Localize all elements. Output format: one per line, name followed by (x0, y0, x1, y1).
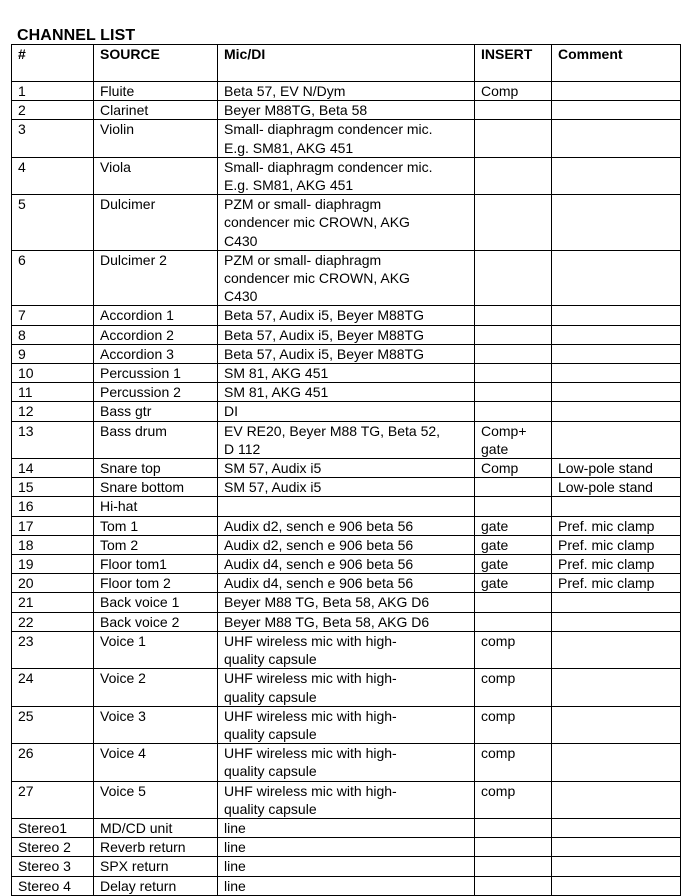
cell-mic-di: UHF wireless mic with high- quality capsule (218, 631, 475, 668)
cell-comment (552, 402, 681, 421)
cell-source: Bass gtr (94, 402, 218, 421)
cell-comment (552, 497, 681, 516)
table-row (12, 325, 681, 344)
cell-comment (552, 593, 681, 612)
cell-insert (475, 876, 552, 895)
cell-insert (475, 818, 552, 837)
cell-comment (552, 82, 681, 101)
cell-source: Tom 2 (94, 535, 218, 554)
header-source: SOURCE (94, 45, 218, 82)
cell-comment (552, 612, 681, 631)
cell-insert (475, 402, 552, 421)
cell-insert: comp (475, 781, 552, 818)
cell-source: Voice 5 (94, 781, 218, 818)
cell-source: Voice 3 (94, 706, 218, 743)
cell-insert (475, 306, 552, 325)
cell-comment (552, 157, 681, 194)
table-row (12, 818, 681, 837)
cell-comment (552, 838, 681, 857)
cell-insert (475, 120, 552, 157)
cell-comment (552, 781, 681, 818)
cell-source: Clarinet (94, 101, 218, 120)
table-row (12, 402, 681, 421)
cell-insert (475, 383, 552, 402)
table-row (12, 364, 681, 383)
cell-mic-di: Small- diaphragm condencer mic. E.g. SM81, AKG 451 (218, 120, 475, 157)
cell-mic-di: Beta 57, Audix i5, Beyer M88TG (218, 344, 475, 363)
cell-source: Back voice 2 (94, 612, 218, 631)
cell-insert: Comp (475, 459, 552, 478)
table-row (12, 876, 681, 895)
cell-mic-di: Beta 57, Audix i5, Beyer M88TG (218, 325, 475, 344)
cell-source: Voice 1 (94, 631, 218, 668)
cell-insert: comp (475, 706, 552, 743)
cell-comment (552, 669, 681, 706)
cell-insert (475, 593, 552, 612)
cell-source: Snare top (94, 459, 218, 478)
table-row (12, 120, 681, 157)
cell-mic-di: Audix d4, sench e 906 beta 56 (218, 574, 475, 593)
cell-number: 8 (12, 325, 94, 344)
table-row (12, 857, 681, 876)
cell-mic-di: UHF wireless mic with high- quality capsule (218, 744, 475, 781)
page-title: CHANNEL LIST (17, 27, 136, 44)
cell-source: Delay return (94, 876, 218, 895)
cell-number: 2 (12, 101, 94, 120)
cell-source: Reverb return (94, 838, 218, 857)
cell-number: 16 (12, 497, 94, 516)
cell-mic-di: UHF wireless mic with high- quality capsule (218, 706, 475, 743)
table-header-row (12, 45, 681, 82)
cell-comment (552, 383, 681, 402)
cell-source: SPX return (94, 857, 218, 876)
table-row (12, 306, 681, 325)
cell-source: Viola (94, 157, 218, 194)
cell-comment (552, 421, 681, 458)
cell-comment: Low-pole stand (552, 478, 681, 497)
cell-insert (475, 857, 552, 876)
cell-number: 15 (12, 478, 94, 497)
cell-mic-di: line (218, 857, 475, 876)
table-row (12, 612, 681, 631)
cell-insert (475, 325, 552, 344)
cell-number: 22 (12, 612, 94, 631)
cell-number: 10 (12, 364, 94, 383)
cell-comment: Pref. mic clamp (552, 516, 681, 535)
cell-insert: gate (475, 535, 552, 554)
cell-mic-di: line (218, 876, 475, 895)
cell-mic-di: Beyer M88 TG, Beta 58, AKG D6 (218, 612, 475, 631)
header-insert: INSERT (475, 45, 552, 82)
table-row (12, 157, 681, 194)
cell-insert (475, 497, 552, 516)
table-row (12, 516, 681, 535)
cell-number: 5 (12, 195, 94, 251)
cell-number: 26 (12, 744, 94, 781)
cell-insert (475, 478, 552, 497)
cell-number: 6 (12, 250, 94, 306)
cell-number: 3 (12, 120, 94, 157)
cell-source: Fluite (94, 82, 218, 101)
cell-insert: Comp+ gate (475, 421, 552, 458)
cell-insert: gate (475, 574, 552, 593)
cell-number: Stereo 2 (12, 838, 94, 857)
cell-insert: comp (475, 631, 552, 668)
cell-comment (552, 325, 681, 344)
table-row (12, 383, 681, 402)
cell-insert: gate (475, 555, 552, 574)
cell-mic-di: PZM or small- diaphragm condencer mic CROWN, AKG C430 (218, 250, 475, 306)
cell-number: 12 (12, 402, 94, 421)
cell-comment (552, 195, 681, 251)
cell-comment (552, 876, 681, 895)
cell-comment (552, 120, 681, 157)
cell-number: 25 (12, 706, 94, 743)
cell-insert (475, 250, 552, 306)
cell-comment (552, 818, 681, 837)
cell-number: 7 (12, 306, 94, 325)
cell-mic-di: Audix d4, sench e 906 beta 56 (218, 555, 475, 574)
cell-mic-di: Beyer M88TG, Beta 58 (218, 101, 475, 120)
cell-mic-di (218, 497, 475, 516)
cell-mic-di: DI (218, 402, 475, 421)
cell-number: 17 (12, 516, 94, 535)
cell-insert: comp (475, 744, 552, 781)
cell-number: 4 (12, 157, 94, 194)
cell-comment (552, 631, 681, 668)
cell-insert (475, 101, 552, 120)
cell-source: Hi-hat (94, 497, 218, 516)
cell-source: Tom 1 (94, 516, 218, 535)
cell-insert (475, 195, 552, 251)
table-row (12, 478, 681, 497)
cell-source: Percussion 2 (94, 383, 218, 402)
cell-source: MD/CD unit (94, 818, 218, 837)
table-row (12, 706, 681, 743)
cell-insert: gate (475, 516, 552, 535)
table-row (12, 195, 681, 251)
cell-source: Violin (94, 120, 218, 157)
cell-number: 21 (12, 593, 94, 612)
cell-mic-di: EV RE20, Beyer M88 TG, Beta 52, D 112 (218, 421, 475, 458)
cell-source: Percussion 1 (94, 364, 218, 383)
cell-number: 27 (12, 781, 94, 818)
cell-source: Accordion 3 (94, 344, 218, 363)
cell-source: Bass drum (94, 421, 218, 458)
cell-mic-di: SM 57, Audix i5 (218, 478, 475, 497)
cell-number: 11 (12, 383, 94, 402)
cell-number: 9 (12, 344, 94, 363)
table-row (12, 535, 681, 554)
cell-mic-di: line (218, 838, 475, 857)
cell-source: Accordion 1 (94, 306, 218, 325)
cell-mic-di: PZM or small- diaphragm condencer mic CROWN, AKG C430 (218, 195, 475, 251)
cell-insert (475, 838, 552, 857)
table-row (12, 574, 681, 593)
cell-source: Dulcimer 2 (94, 250, 218, 306)
cell-mic-di: line (218, 818, 475, 837)
cell-comment: Pref. mic clamp (552, 555, 681, 574)
cell-number: Stereo 3 (12, 857, 94, 876)
cell-comment (552, 744, 681, 781)
cell-insert (475, 157, 552, 194)
cell-source: Voice 4 (94, 744, 218, 781)
cell-insert: Comp (475, 82, 552, 101)
table-row (12, 421, 681, 458)
cell-number: 18 (12, 535, 94, 554)
table-row (12, 669, 681, 706)
cell-mic-di: UHF wireless mic with high- quality capsule (218, 781, 475, 818)
table-row (12, 497, 681, 516)
channel-list-table (11, 44, 681, 896)
cell-mic-di: Beta 57, EV N/Dym (218, 82, 475, 101)
cell-comment: Pref. mic clamp (552, 574, 681, 593)
table-body (12, 82, 681, 896)
cell-number: 1 (12, 82, 94, 101)
cell-number: Stereo1 (12, 818, 94, 837)
table-row (12, 555, 681, 574)
cell-mic-di: SM 81, AKG 451 (218, 383, 475, 402)
table-row (12, 459, 681, 478)
cell-number: 24 (12, 669, 94, 706)
cell-insert: comp (475, 669, 552, 706)
cell-mic-di: Small- diaphragm condencer mic. E.g. SM81, AKG 451 (218, 157, 475, 194)
cell-mic-di: Audix d2, sench e 906 beta 56 (218, 516, 475, 535)
table-row (12, 250, 681, 306)
table-row (12, 593, 681, 612)
cell-number: 23 (12, 631, 94, 668)
cell-comment (552, 344, 681, 363)
cell-source: Snare bottom (94, 478, 218, 497)
cell-source: Back voice 1 (94, 593, 218, 612)
cell-comment: Low-pole stand (552, 459, 681, 478)
table-row (12, 631, 681, 668)
cell-number: 13 (12, 421, 94, 458)
cell-mic-di: Beta 57, Audix i5, Beyer M88TG (218, 306, 475, 325)
header-number: # (12, 45, 94, 82)
cell-number: 19 (12, 555, 94, 574)
cell-mic-di: Audix d2, sench e 906 beta 56 (218, 535, 475, 554)
cell-comment (552, 101, 681, 120)
cell-comment (552, 250, 681, 306)
cell-comment: Pref. mic clamp (552, 535, 681, 554)
cell-comment (552, 364, 681, 383)
cell-number: Stereo 4 (12, 876, 94, 895)
table-row (12, 781, 681, 818)
cell-mic-di: SM 81, AKG 451 (218, 364, 475, 383)
cell-mic-di: SM 57, Audix i5 (218, 459, 475, 478)
cell-insert (475, 612, 552, 631)
table-row (12, 838, 681, 857)
table-row (12, 344, 681, 363)
header-comment: Comment (552, 45, 681, 82)
cell-comment (552, 706, 681, 743)
cell-source: Floor tom1 (94, 555, 218, 574)
cell-mic-di: Beyer M88 TG, Beta 58, AKG D6 (218, 593, 475, 612)
table-row (12, 82, 681, 101)
cell-source: Floor tom 2 (94, 574, 218, 593)
cell-source: Dulcimer (94, 195, 218, 251)
cell-comment (552, 306, 681, 325)
cell-insert (475, 364, 552, 383)
cell-mic-di: UHF wireless mic with high- quality capsule (218, 669, 475, 706)
cell-source: Accordion 2 (94, 325, 218, 344)
header-mic-di: Mic/DI (218, 45, 475, 82)
cell-number: 20 (12, 574, 94, 593)
cell-number: 14 (12, 459, 94, 478)
cell-source: Voice 2 (94, 669, 218, 706)
table-row (12, 744, 681, 781)
table-row (12, 101, 681, 120)
cell-insert (475, 344, 552, 363)
cell-comment (552, 857, 681, 876)
